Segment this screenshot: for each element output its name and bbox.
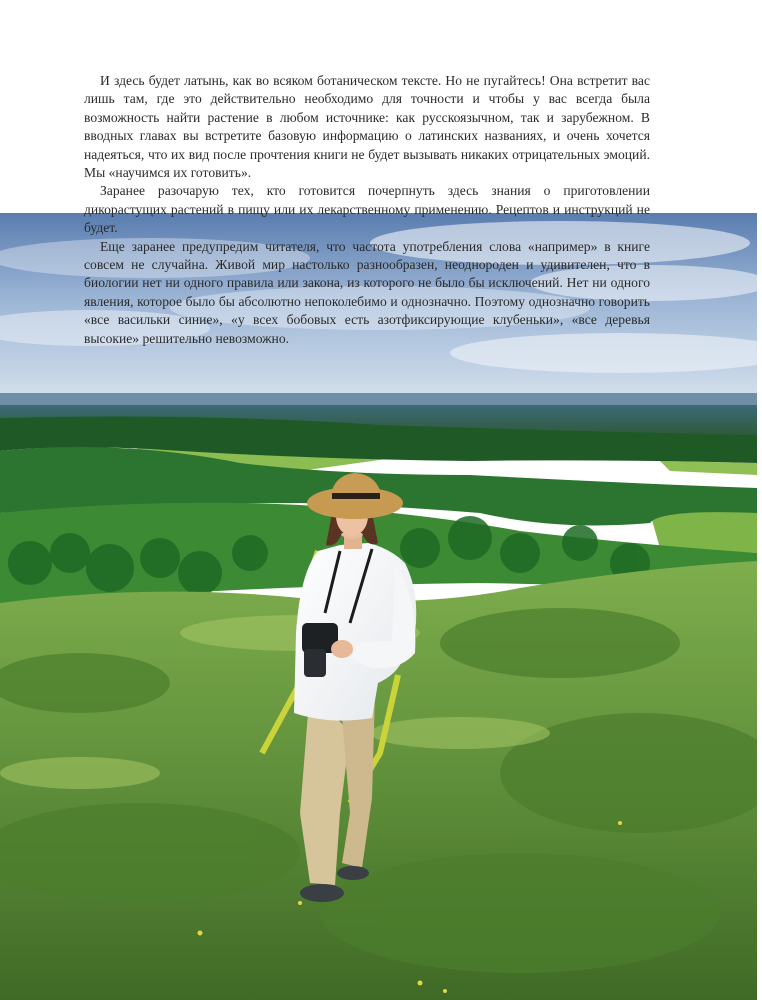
paragraph: Еще заранее предупредим читателя, что частота употребления слова «например» в книге совсем не случайна. Живой мир настолько разнообразен, неоднороден и удивителен, что в биологии нет ни одного правила или закона, из которого не было бы исключений. Нет ни одного явления, которое было бы абсолютно непоколебимо и однозначно. Поэтому однозначно говорить «все васильки синие», «у всех бобовых есть азотфиксирующие клубеньки», «все деревья высокие» решительно невозможно. (84, 238, 650, 346)
paragraph: Заранее разочарую тех, кто готовится почерпнуть здесь знания о приготовлении дикорастущих растений в пищу или их лекарственному применению. Рецептов и инструкций не будет. (84, 183, 650, 236)
paragraph: И здесь будет латынь, как во всяком ботаническом тексте. Но не пугайтесь! Она встретит вас лишь там, где это действительно необходимо для точности и чтобы у вас всегда была возможность найти растение в любом источнике: как русскоязычном, так и зарубежном. В вводных главах вы встретите базовую информацию о латинских названиях, и очень хочется надеяться, что их вид после прочтения книги не будет вызывать никаких отрицательных эмоций. Мы «научимся их готовить». (84, 73, 650, 181)
body-text (84, 72, 650, 348)
